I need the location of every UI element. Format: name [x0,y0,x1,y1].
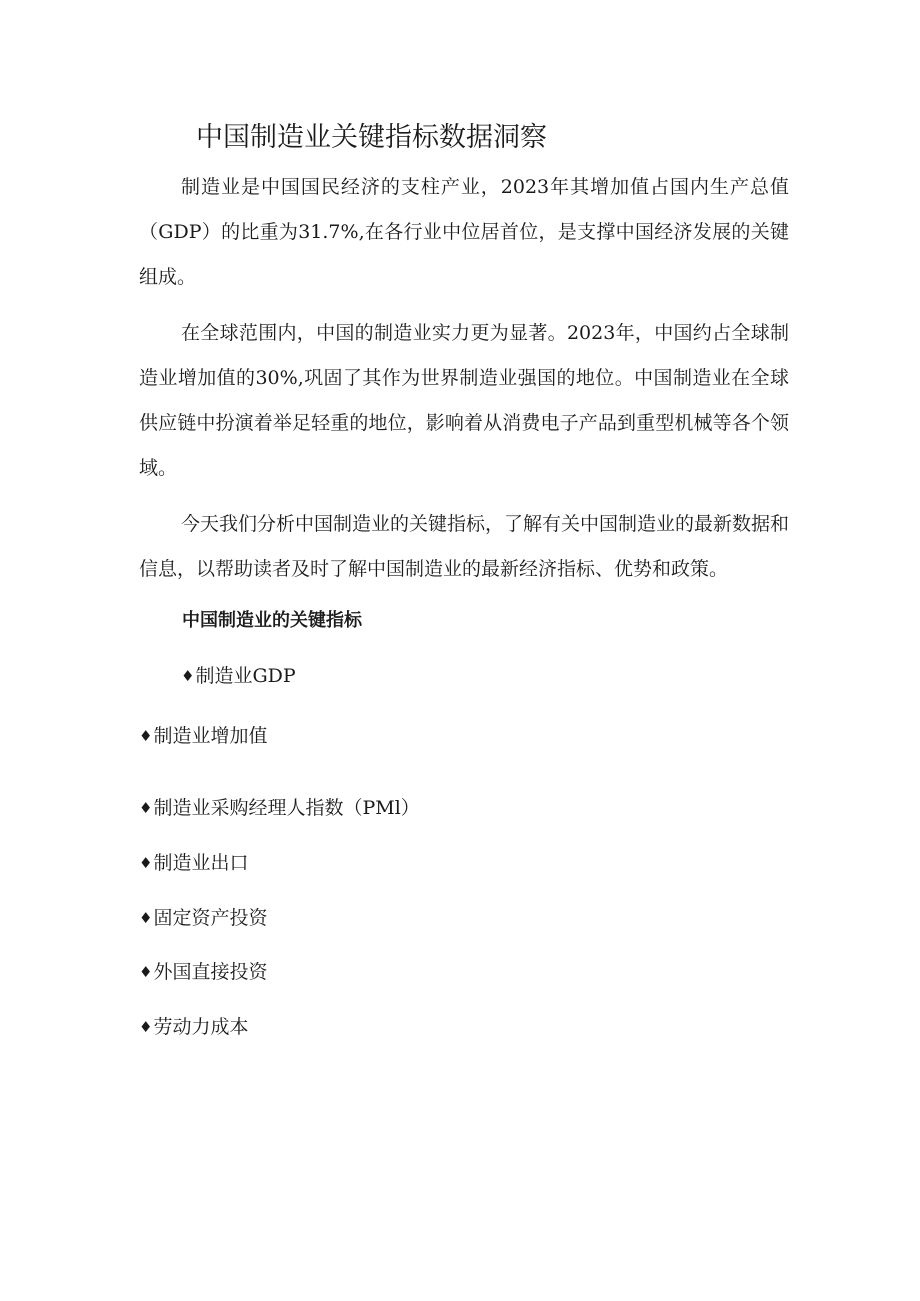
list-item-value-added [139,721,267,751]
list-item-fixed-asset-investment [139,903,267,933]
diamond-bullet-icon: ♦ [139,1018,153,1036]
document-title: 中国制造业关键指标数据洞察 [196,122,547,153]
list-item-manufacturing-gdp [181,661,296,691]
list-item-fdi [139,957,267,987]
paragraph-global-share: 在全球范围内，中国的制造业实力更为显著。2023年，中国约占全球制造业增加值的30%,巩固了其作为世界制造业强国的地位。中国制造业在全球供应链中扮演着举足轻重的地位，影响着从消费电子产品到重型机械等各个领域。 [139,322,789,479]
paragraph-gdp-share: 制造业是中国国民经济的支柱产业，2023年其增加值占国内生产总值（GDP）的比重为31.7%,在各行业中位居首位，是支撑中国经济发展的关键组成。 [139,176,789,288]
list-item-label: 制造业GDP [195,665,296,687]
list-item-labor-cost [139,1012,248,1042]
paragraph-analysis-intro: 今天我们分析中国制造业的关键指标，了解有关中国制造业的最新数据和信息，以帮助读者及时了解中国制造业的最新经济指标、优势和政策。 [139,513,790,580]
diamond-bullet-icon: ♦ [139,909,153,927]
list-item-label: 制造业增加值 [153,725,268,747]
list-item-label: 固定资产投资 [153,907,268,929]
diamond-bullet-icon: ♦ [139,799,153,817]
list-item-label: 制造业出口 [153,852,249,874]
diamond-bullet-icon: ♦ [139,963,153,981]
diamond-bullet-icon: ♦ [139,854,153,872]
diamond-bullet-icon: ♦ [139,727,153,745]
diamond-bullet-icon: ♦ [181,667,195,685]
list-item-label: 劳动力成本 [153,1016,249,1038]
list-item-exports [139,848,248,878]
section-heading-key-indicators: 中国制造业的关键指标 [182,610,362,631]
list-item-pmi [139,793,420,823]
list-item-label: 外国直接投资 [153,961,268,983]
list-item-label: 制造业采购经理人指数（PMl） [153,797,420,819]
